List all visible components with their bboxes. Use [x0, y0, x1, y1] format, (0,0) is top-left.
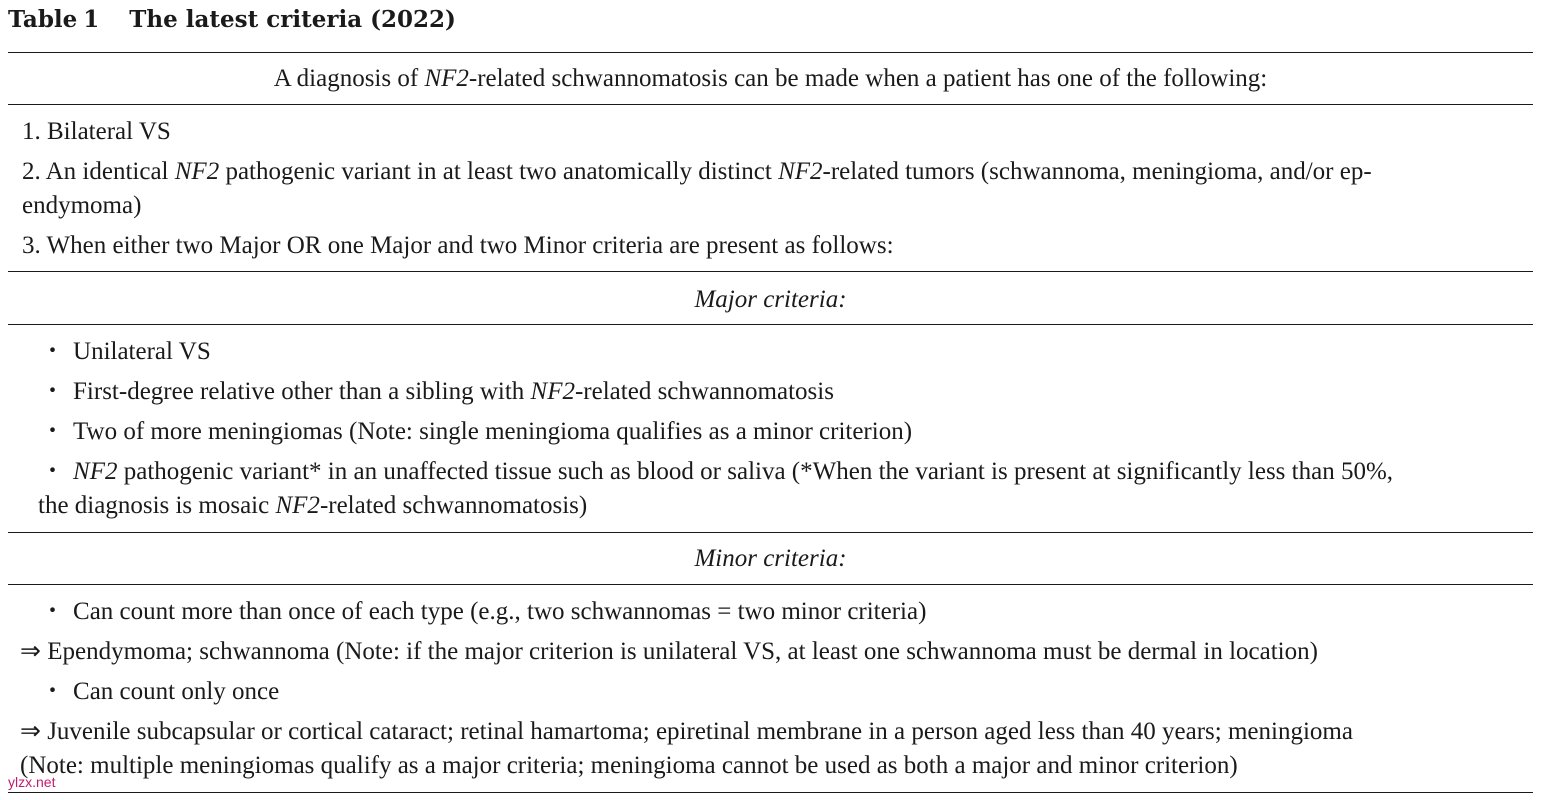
- bullet-text: First-degree relative other than a sibling with: [73, 378, 531, 405]
- bullet-text: Two of more meningiomas (Note: single meningioma qualifies as a minor criterion): [73, 418, 913, 445]
- table-caption: [8, 6, 456, 33]
- major-bullet-1: [40, 335, 211, 369]
- arrow-icon: ⇒: [20, 718, 41, 745]
- bullet-text: Can count only once: [73, 678, 280, 705]
- major-bullet-2: [40, 375, 834, 409]
- intro-rule: [8, 104, 1533, 105]
- criterion-2-line2: endymoma): [22, 192, 142, 219]
- major-bullet-3: [40, 415, 912, 449]
- minor-top-rule: [8, 532, 1533, 533]
- major-heading: Major criteria:: [694, 286, 847, 313]
- gene-name: NF2: [424, 65, 469, 92]
- bullet-text: -related schwannomatosis: [574, 378, 834, 405]
- bullet-mark: ・: [40, 598, 66, 625]
- arrow-icon: ⇒: [20, 638, 41, 665]
- result-text: Ependymoma; schwannoma (Note: if the major criterion is unilateral VS, at least one schwannoma must be dermal in location): [47, 638, 1318, 665]
- top-rule: [8, 52, 1533, 53]
- major-top-rule: [8, 271, 1533, 272]
- criterion-2-text: -related tumors (schwannoma, meningioma, and/or ep-: [822, 158, 1372, 185]
- minor-result-2-line1: [20, 715, 1353, 749]
- gene-name: NF2: [530, 378, 575, 405]
- table-number: 1: [83, 6, 100, 33]
- gene-name: NF2: [73, 458, 118, 485]
- minor-bottom-rule: [8, 584, 1533, 585]
- bullet-mark: ・: [40, 338, 66, 365]
- result-text: Juvenile subcapsular or cortical cataract; retinal hamartoma; epiretinal membrane in a person aged less than 40 years; meningioma: [47, 718, 1353, 745]
- bullet-text: Can count more than once of each type (e.g., two schwannomas = two minor criteria): [73, 598, 927, 625]
- bullet-mark: ・: [40, 458, 66, 485]
- intro-row: [8, 62, 1533, 96]
- table-label: Table: [8, 6, 78, 33]
- criterion-1: 1. Bilateral VS: [22, 118, 171, 145]
- bullet-text: pathogenic variant* in an unaffected tissue such as blood or saliva (*When the variant is present at significantly less than 50%,: [117, 458, 1394, 485]
- intro-text: A diagnosis of: [273, 65, 425, 92]
- minor-heading: Minor criteria:: [694, 545, 847, 572]
- bullet-text: Unilateral VS: [73, 338, 211, 365]
- major-bullet-4-line1: [40, 455, 1393, 489]
- bullet-text: the diagnosis is mosaic: [38, 492, 276, 519]
- table-title: The latest criteria (2022): [129, 6, 456, 33]
- minor-bullet-2: [40, 675, 279, 709]
- criterion-2-text: pathogenic variant in at least two anatomically distinct: [219, 158, 779, 185]
- gene-name: NF2: [778, 158, 823, 185]
- gene-name: NF2: [275, 492, 320, 519]
- bullet-mark: ・: [40, 678, 66, 705]
- criterion-3: 3. When either two Major OR one Major and two Minor criteria are present as follows:: [22, 232, 894, 259]
- minor-result-2-line2: (Note: multiple meningiomas qualify as a major criteria; meningioma cannot be used as both a major and minor criterion): [20, 752, 1238, 779]
- bullet-mark: ・: [40, 418, 66, 445]
- criterion-2-line1: [22, 155, 1372, 189]
- minor-bullet-1: [40, 595, 926, 629]
- major-bottom-rule: [8, 324, 1533, 325]
- major-bullet-4-line2: [38, 489, 587, 523]
- bullet-mark: ・: [40, 378, 66, 405]
- bullet-text: -related schwannomatosis): [319, 492, 588, 519]
- criterion-2-text: 2. An identical: [22, 158, 175, 185]
- gene-name: NF2: [174, 158, 220, 185]
- intro-text-cont: -related schwannomatosis can be made when a patient has one of the following:: [468, 65, 1268, 92]
- minor-result-1: [20, 635, 1318, 669]
- watermark: ylzx.net: [8, 774, 56, 790]
- bottom-rule: [8, 792, 1533, 793]
